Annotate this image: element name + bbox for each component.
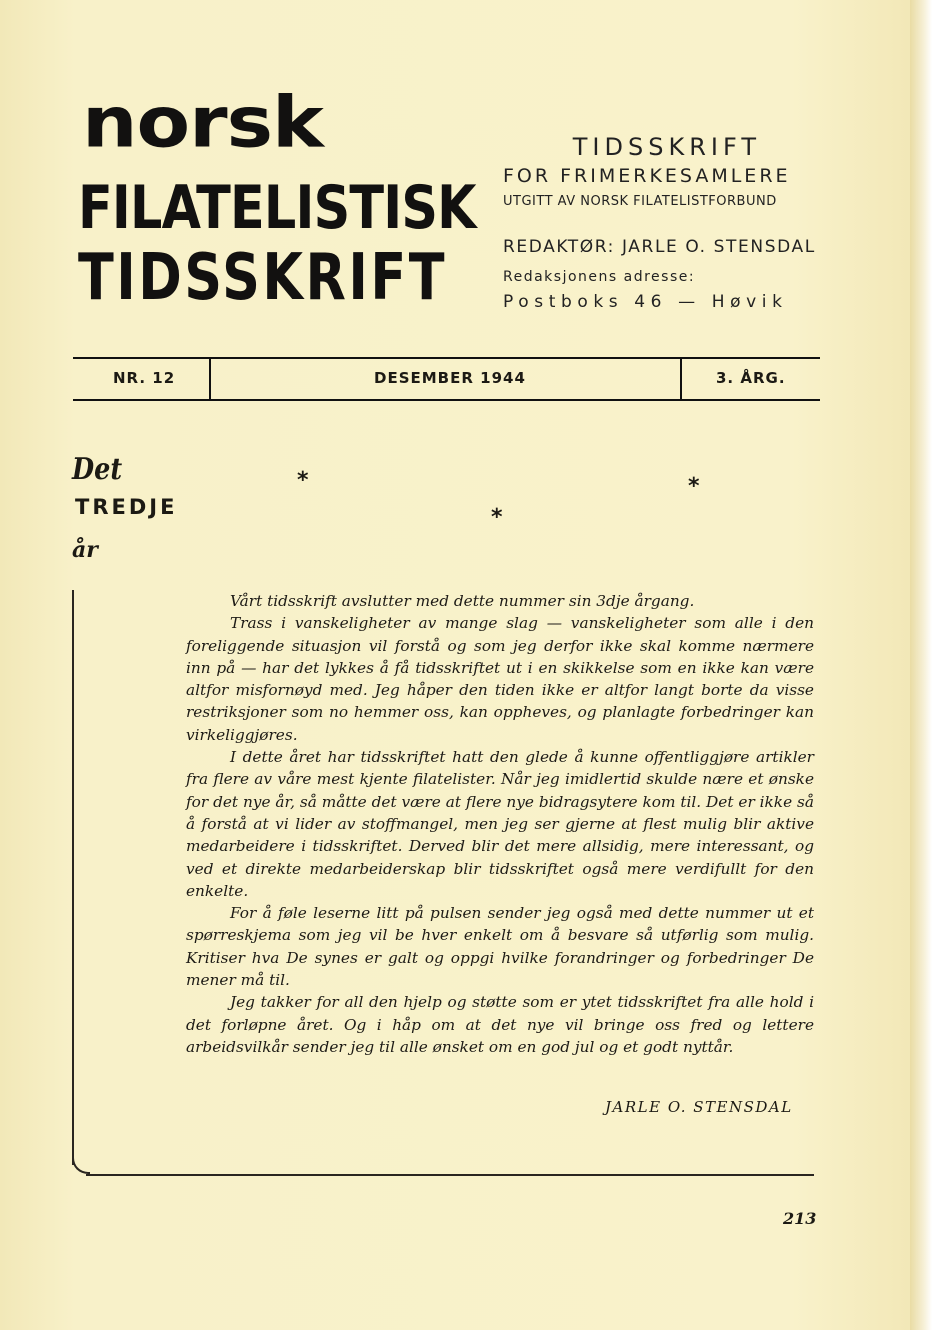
info-for: FOR FRIMERKESAMLERE (503, 165, 791, 187)
star-ornament: * (688, 474, 700, 499)
issue-volume: 3. ÅRG. (716, 369, 786, 387)
info-tidsskrift: TIDSSKRIFT (572, 133, 761, 161)
article-frame-corner (72, 1150, 90, 1174)
masthead-line-1: norsk (82, 82, 323, 164)
article-paragraph: I dette året har tidsskriftet hatt den glede å kunne offentliggjøre artikler fra flere av våre mest kjente filatelister. Når jeg imidlertid skulde nære et ønske for det nye år, så måtte det være at flere nye bidragsytere kom til. Det er ikke så å forstå at vi lider av stoffmangel, men jeg ser gjerne at flest mulig blir aktive medarbeidere i tidsskriftet. Derved blir det mere allsidig, mere interessant, og ved et direkte medarbeiderskap blir tidsskriftet også mere verdifullt for den enkelte. (186, 748, 814, 900)
article-frame-left (72, 590, 74, 1165)
article-paragraph: Vårt tidsskrift avslutter med dette nummer sin 3dje årgang. (230, 592, 695, 610)
article-paragraph: Trass i vanskeligheter av mange slag — vanskeligheter som alle i den foreliggende situasjon vil forstå og som jeg derfor ikke skal komme nærmere inn på — har det lykkes å få tidsskriftet ut i en skikkelse som en ikke kan være altfor misfornøyd med. Jeg håper den tiden ikke er altfor langt borte da visse restriksjoner som no hemmer oss, kan oppheves, og planlagte forbedringer kan virkeliggjøres. (186, 614, 814, 744)
issue-bar-divider (209, 359, 211, 399)
publication-info (503, 133, 823, 312)
article-paragraph: For å føle leserne litt på pulsen sender jeg også med dette nummer ut et spørreskjema som jeg vil be hver enkelt om å besvare så utførlig som mulig. Kritiser hva De synes er galt og oppgi hvilke forandringer og forbedringer De mener må til. (186, 904, 814, 990)
heading-tredje: TREDJE (75, 495, 178, 519)
star-ornament: * (297, 468, 309, 493)
article-paragraph: Jeg takker for all den hjelp og støtte som er ytet tidsskriftet fra alle hold i det forløpne året. Og i håp om at det nye vil bringe oss fred og lettere arbeidsvilkår sender jeg til alle ønsket om en god jul og et godt nyttår. (186, 993, 814, 1056)
issue-bar-divider (680, 359, 682, 399)
heading-det: Det (72, 452, 123, 487)
page-edge (910, 0, 932, 1330)
issue-date: DESEMBER 1944 (374, 369, 526, 387)
article-body (186, 590, 814, 1058)
issue-number: NR. 12 (113, 369, 176, 387)
issue-bar (73, 357, 820, 402)
masthead-line-3: TIDSSKRIFT (78, 241, 447, 315)
info-address: Postboks 46 — Høvik (503, 292, 788, 312)
article-frame-bottom (86, 1174, 814, 1176)
masthead (78, 82, 478, 315)
page-number: 213 (783, 1209, 817, 1228)
masthead-line-2: FILATELISTISK (78, 172, 476, 243)
heading-ar: år (72, 537, 98, 563)
issue-bar-top-rule (73, 357, 820, 359)
info-publisher: UTGITT AV NORSK FILATELISTFORBUND (503, 194, 777, 209)
article-signature: JARLE O. STENSDAL (605, 1098, 793, 1116)
info-editor: REDAKTØR: JARLE O. STENSDAL (503, 237, 816, 257)
info-address-label: Redaksjonens adresse: (503, 269, 696, 285)
issue-bar-bottom-rule (73, 399, 820, 401)
star-ornament: * (491, 505, 503, 530)
